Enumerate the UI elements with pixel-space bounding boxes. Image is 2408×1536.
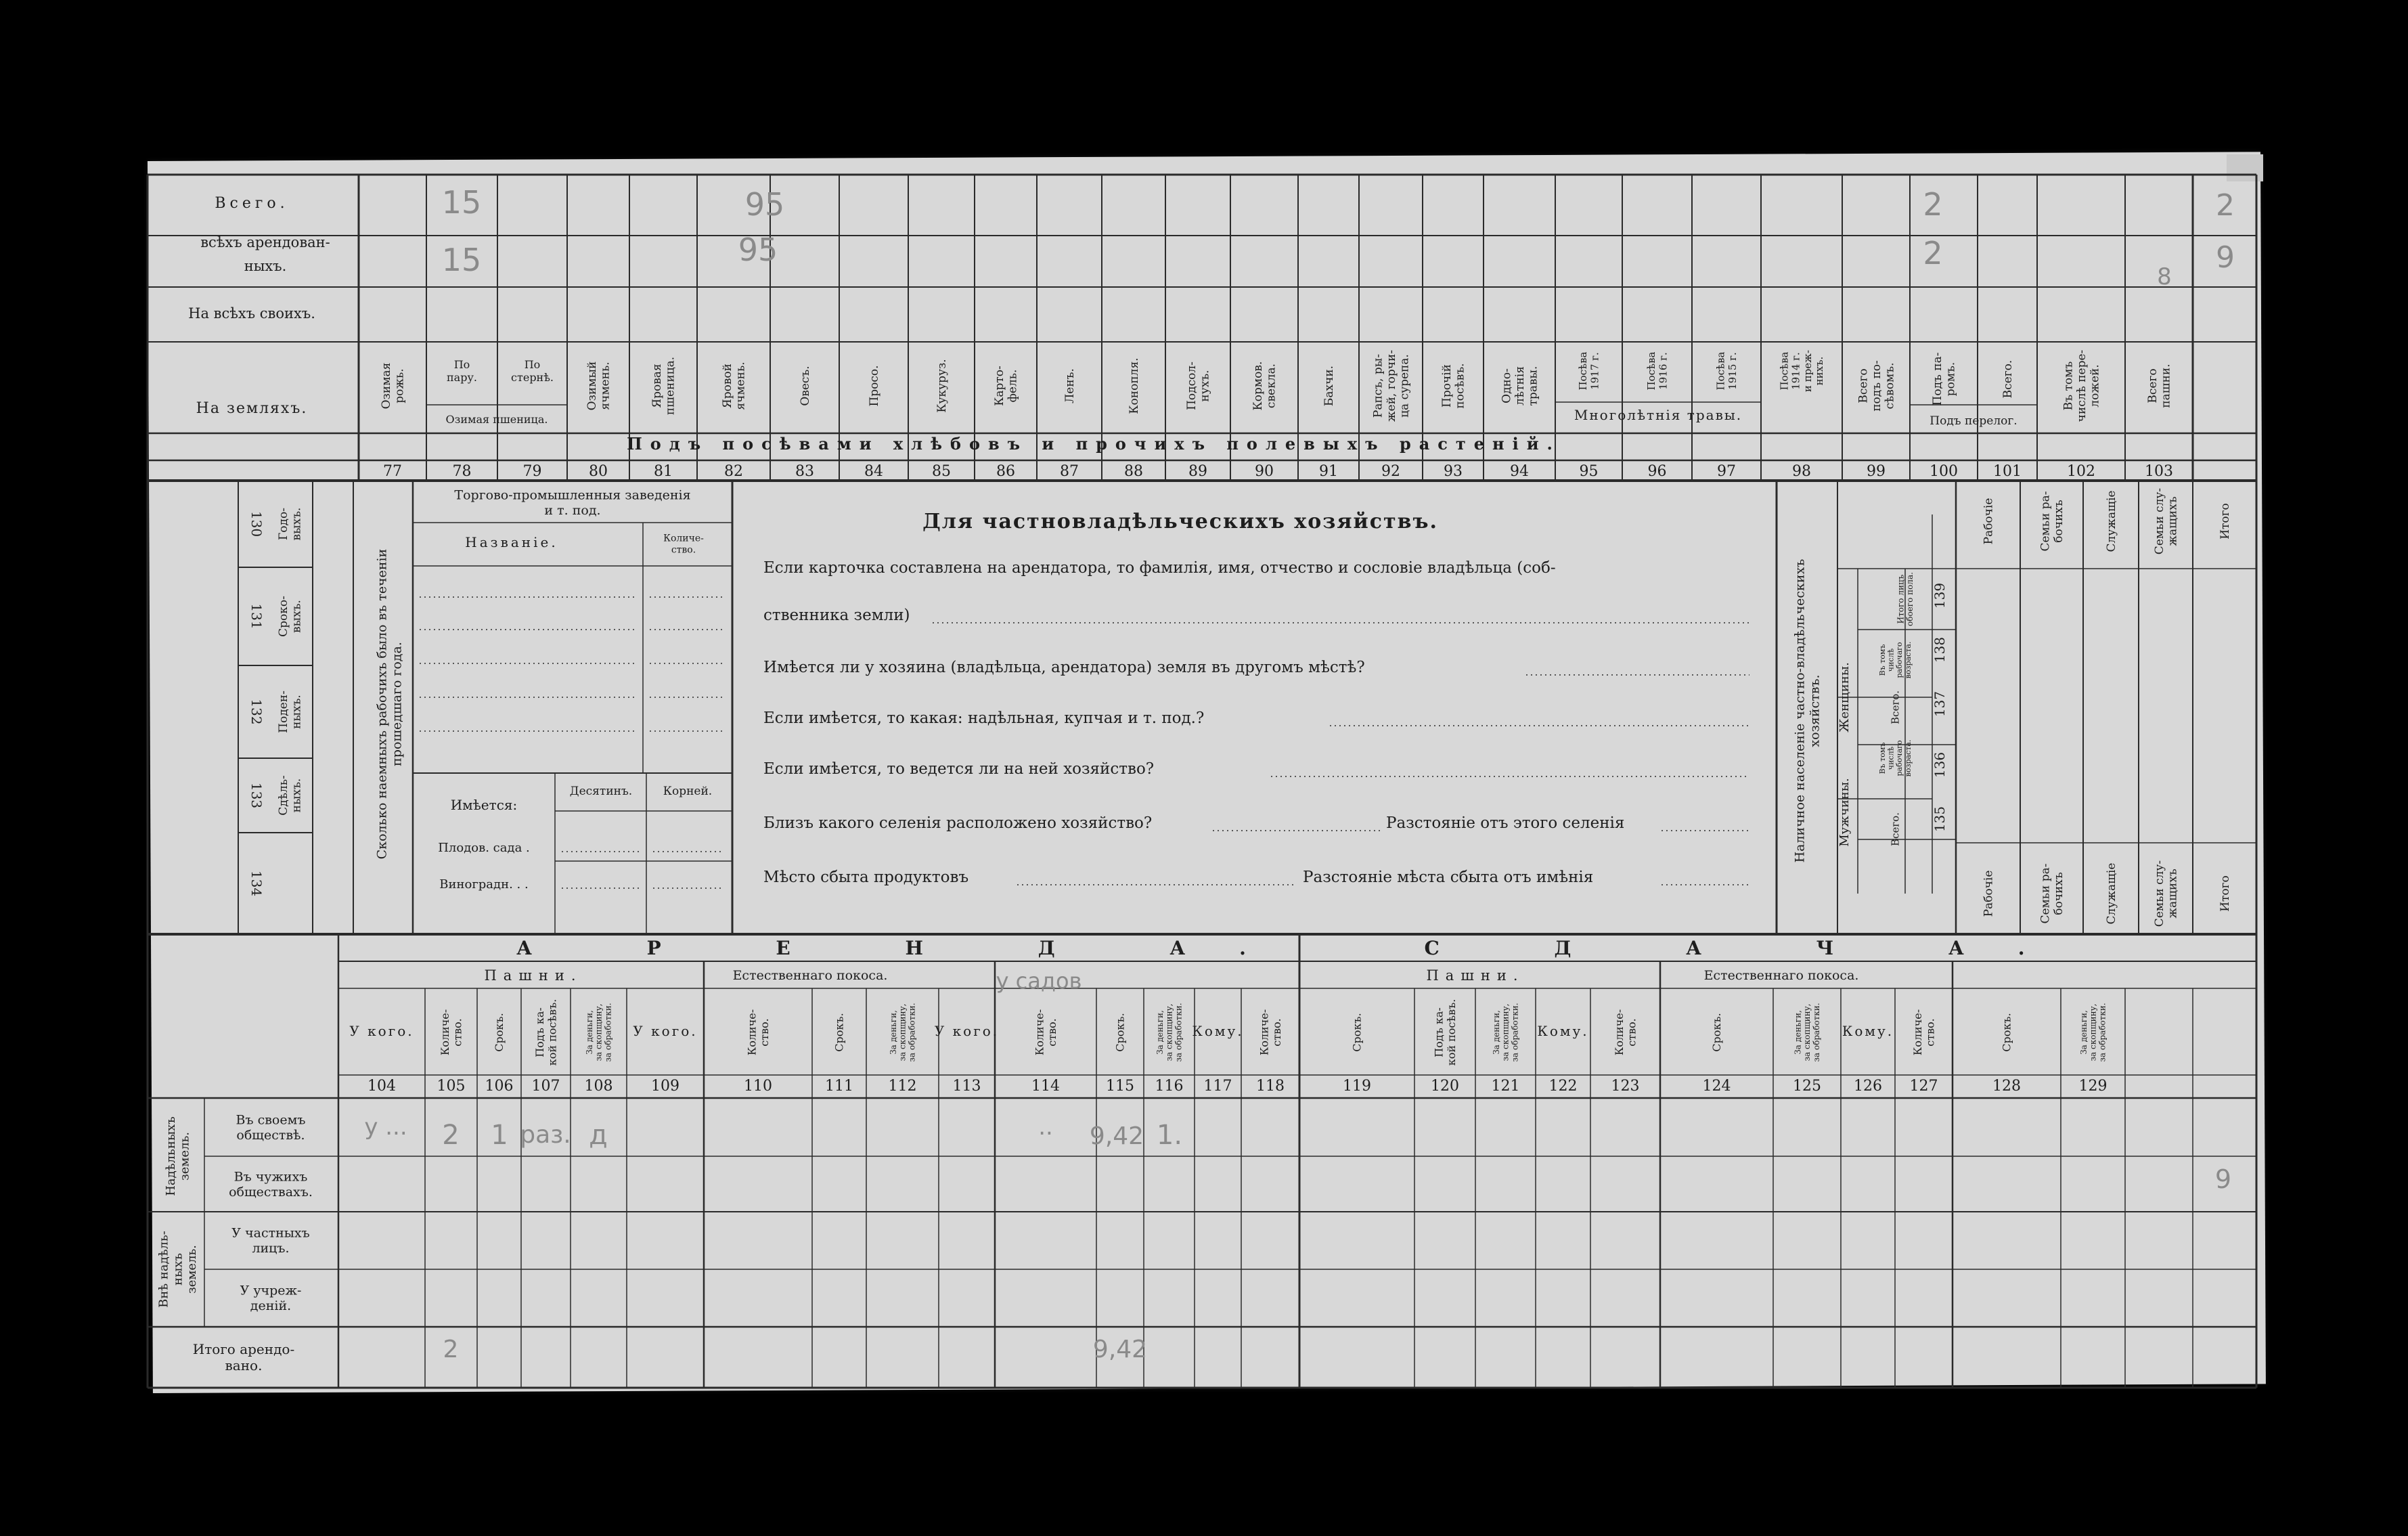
population-header: возраста. [1903, 641, 1913, 679]
pod-posevami-banner: Подъ посѣвами хлѣбовъ и прочихъ полевыхъ растеній. [627, 434, 1561, 454]
hired-title: прошедшаго года. [389, 642, 405, 766]
column-number: 77 [383, 463, 402, 480]
column-number: 82 [724, 463, 743, 480]
column-header: ромъ. [1944, 361, 1958, 397]
bottom-column-header: за обработки. [1174, 1003, 1184, 1062]
imeetsya-label: Имѣется: [450, 797, 518, 813]
population-header: Въ томъ [1877, 742, 1887, 774]
sdacha-title: С Д А Ч А. [1424, 937, 2079, 959]
hired-number: 133 [248, 782, 265, 809]
column-number: 91 [1319, 463, 1338, 480]
bottom-column-header: За деньги, [2078, 1010, 2089, 1055]
handwritten-value: раз. [520, 1121, 571, 1149]
column-number: 93 [1444, 463, 1463, 480]
bottom-column-header: Кому. [1842, 1023, 1894, 1039]
row-label-arend-2: ныхъ. [244, 258, 287, 274]
right-col-header: Рабочіе [1982, 870, 1996, 917]
population-header: Итого лицъ [1896, 574, 1906, 624]
right-col-header: Семьи ра- [2038, 491, 2053, 552]
row-label: Въ чужихъ [233, 1169, 308, 1185]
hired-label: Сроко- [277, 596, 291, 637]
population-header: Всего. [1889, 690, 1902, 724]
bottom-column-header: Срокъ. [2000, 1013, 2013, 1052]
handwritten-value: .. [1038, 1114, 1053, 1141]
desyatin-header: Десятинъ. [569, 785, 633, 798]
column-header: Прочій [1440, 364, 1454, 408]
population-header: рабочаго [1895, 740, 1904, 776]
handwritten-value: 1. [1156, 1120, 1183, 1151]
bottom-column-number: 121 [1491, 1078, 1520, 1095]
column-header: Бахчи. [1322, 365, 1336, 407]
bottom-column-header: Кому. [1537, 1023, 1589, 1039]
column-number: 79 [522, 463, 542, 480]
column-number: 78 [452, 463, 472, 480]
sdacha-pokos: Естественнаго покоса. [1703, 968, 1859, 983]
column-header: Подсол- [1185, 361, 1199, 410]
bottom-column-number: 128 [1992, 1078, 2021, 1095]
handwritten-value: у ... [364, 1114, 407, 1141]
bottom-column-header: Количе- [438, 1009, 451, 1056]
bottom-column-header: У кого. [349, 1023, 414, 1039]
bottom-column-header: Количе- [1257, 1009, 1271, 1056]
column-number: 81 [654, 463, 673, 480]
bottom-column-header: Количе- [1612, 1009, 1626, 1056]
bottom-column-header: За деньги, [1155, 1010, 1165, 1055]
right-col-header: Итого [2218, 503, 2232, 540]
bottom-column-number: 109 [651, 1078, 679, 1095]
bottom-column-header: за обработки. [2097, 1003, 2108, 1062]
bottom-column-header: кой посѣвъ. [1444, 999, 1458, 1066]
handwritten-value: д [589, 1120, 608, 1151]
population-header: числѣ [1886, 746, 1896, 770]
question-3: Если имѣется, то какая: надѣльная, купчая и т. под.? [763, 709, 1205, 727]
bottom-column-header: ство. [1923, 1018, 1937, 1047]
handwritten-value: 15 [441, 184, 482, 221]
bottom-column-header: за скопщину, [594, 1003, 604, 1061]
column-header: Всего [1856, 368, 1871, 403]
column-header: Озимая [380, 362, 394, 410]
handwritten-value: 9,42 [1089, 1122, 1144, 1150]
row-label: лицъ. [252, 1241, 290, 1256]
column-header: Яровая [650, 364, 665, 408]
bottom-column-header: Срокъ. [1113, 1013, 1127, 1052]
bottom-column-header: Срокъ. [1350, 1013, 1364, 1052]
bottom-column-header: За деньги, [1491, 1010, 1501, 1055]
bottom-column-header: ство. [1625, 1018, 1638, 1047]
column-header: 1916 г. [1657, 352, 1670, 390]
bottom-column-number: 127 [1909, 1078, 1938, 1095]
column-number: 87 [1060, 463, 1079, 480]
column-header: Посѣва [1714, 351, 1727, 391]
column-number: 90 [1255, 463, 1274, 480]
column-header: 1915 г. [1726, 352, 1739, 390]
bottom-column-number: 122 [1548, 1078, 1578, 1095]
bottom-column-header: Срокъ. [493, 1013, 506, 1052]
column-header: Яровой [721, 364, 735, 408]
bottom-column-header: За деньги, [584, 1010, 594, 1055]
bottom-column-number: 107 [531, 1078, 560, 1095]
bottom-column-number: 115 [1106, 1078, 1134, 1095]
column-header: нихъ. [1813, 356, 1826, 386]
handwritten-value: 2 [442, 1120, 460, 1151]
bottom-column-header: Количе- [1911, 1009, 1924, 1056]
column-header: нухъ. [1198, 370, 1212, 402]
bottom-column-number: 129 [2078, 1078, 2108, 1095]
handwritten-value: 2 [443, 1336, 459, 1363]
handwritten-value: 2 [1923, 186, 1943, 223]
bottom-column-header: Срокъ. [1710, 1013, 1724, 1052]
handwritten-value: 9 [2216, 240, 2235, 275]
bottom-column-number: 124 [1702, 1078, 1731, 1095]
itogo-label: вано. [225, 1357, 263, 1374]
hired-label: Годо- [277, 508, 291, 540]
column-number: 84 [864, 463, 883, 480]
column-header: Въ томъ [2061, 361, 2076, 411]
column-header: подъ по- [1869, 360, 1883, 412]
row-label: обществѣ. [236, 1128, 305, 1143]
column-header: Посѣва [1577, 351, 1590, 391]
column-header: Овесъ. [798, 366, 812, 406]
column-number: 86 [996, 463, 1015, 480]
population-header: обоего пола. [1905, 572, 1915, 626]
zhenshchiny-label: Женщины. [1837, 662, 1852, 732]
column-header: Одно- [1500, 368, 1514, 403]
population-title: хозяйствъ. [1807, 674, 1823, 747]
right-col-header: Рабочіе [1982, 498, 1996, 545]
bottom-column-header: за обработки. [1510, 1003, 1520, 1062]
vne-nadel-group-label: ныхъ [171, 1253, 185, 1286]
population-number: 139 [1932, 582, 1948, 609]
bottom-column-header: за обработки. [907, 1003, 917, 1062]
handwritten-value: 2 [1923, 235, 1943, 271]
handwritten-value: 95 [744, 186, 785, 223]
question-2: Имѣется ли у хозяина (владѣльца, арендатора) земля въ другомъ мѣстѣ? [763, 659, 1365, 676]
sdacha-pashni: Пашни. [1426, 967, 1525, 984]
column-header: Озимый [585, 361, 600, 411]
column-header: числѣ пере- [2074, 349, 2089, 422]
population-header: возраста. [1903, 739, 1913, 777]
column-number: 101 [1993, 463, 2022, 480]
population-header: числѣ [1886, 648, 1896, 672]
column-header: Подъ па- [1931, 352, 1945, 406]
hired-label: Сдѣль- [277, 775, 291, 816]
hired-number: 132 [248, 699, 265, 725]
population-header: рабочаго [1895, 642, 1904, 678]
bottom-column-number: 119 [1343, 1078, 1371, 1095]
bottom-column-header: ство. [1270, 1018, 1283, 1047]
row-label: Въ своемъ [236, 1112, 306, 1128]
question-6: Мѣсто сбыта продуктовъ [763, 869, 969, 886]
hired-label: выхъ. [290, 600, 304, 633]
column-header: стернѣ. [511, 371, 554, 385]
bottom-column-header: за скопщину, [1802, 1003, 1812, 1061]
column-number: 89 [1188, 463, 1207, 480]
trade-title: и т. под. [544, 503, 601, 519]
handwritten-value: 9,42 [1092, 1336, 1148, 1363]
bottom-column-header: У кого. [934, 1023, 1000, 1039]
trade-count-header: ство. [671, 544, 696, 556]
column-number: 98 [1792, 463, 1811, 480]
arenda-pashni: Пашни. [484, 967, 583, 984]
column-header: Всего. [2001, 359, 2015, 399]
vne-nadel-group-label: земель. [185, 1244, 199, 1294]
bottom-column-header: Срокъ. [832, 1013, 846, 1052]
column-header: пару. [447, 371, 477, 385]
hired-label: выхъ. [290, 507, 304, 541]
arenda-pokos: Естественнаго покоса. [732, 968, 888, 983]
column-number: 92 [1381, 463, 1400, 480]
population-number: 138 [1932, 636, 1948, 663]
right-col-header: Семьи ра- [2038, 863, 2053, 924]
question-1: Если карточка составлена на арендатора, то фамилія, имя, отчество и сословіе владѣльца (соб- [763, 559, 1556, 577]
bottom-column-number: 120 [1431, 1078, 1459, 1095]
column-header: Кормов. [1251, 361, 1266, 411]
hired-number: 130 [248, 510, 265, 537]
bottom-column-header: Количе- [1033, 1009, 1046, 1056]
column-header: ячмень. [734, 361, 748, 410]
hired-label: Поден- [277, 690, 291, 733]
row-label: обществахъ. [229, 1185, 313, 1200]
right-col-header: бочихъ [2052, 500, 2066, 543]
column-number: 94 [1510, 463, 1529, 480]
column-header: ца сурепа. [1398, 354, 1412, 418]
column-header: Всего [2146, 368, 2160, 403]
column-header: лѣтнія [1513, 366, 1527, 405]
bottom-column-header: за скопщину, [1500, 1003, 1511, 1061]
bottom-column-number: 104 [367, 1078, 396, 1095]
row-label: У учреж- [240, 1283, 302, 1298]
form-text [157, 184, 2235, 1374]
bottom-column-header: У кого. [633, 1023, 698, 1039]
pereloг-label: Подъ перелог. [1930, 414, 2017, 428]
nadel-group-label: Надѣльныхъ [163, 1116, 178, 1196]
bottom-column-number: 113 [952, 1078, 981, 1095]
column-number: 80 [589, 463, 608, 480]
handwritten-value: 2 [2216, 188, 2235, 223]
population-title: Наличное населеніе частно-владѣльческихъ [1792, 558, 1808, 863]
column-header: Карто- [993, 366, 1007, 406]
row-label-na-zemlyakh: На земляхъ. [196, 400, 308, 417]
bottom-column-header: за скопщину, [897, 1003, 908, 1061]
bottom-column-header: за обработки. [603, 1003, 613, 1062]
hired-label: ныхъ. [290, 695, 304, 729]
handwritten-value: 95 [738, 232, 778, 268]
trade-count-header: Количе- [663, 533, 704, 544]
row-label-svoikh: На всѣхъ своихъ. [188, 305, 315, 322]
population-number: 137 [1932, 690, 1948, 718]
bottom-column-number: 117 [1203, 1078, 1232, 1095]
row-label-arend-1: всѣхъ арендован- [200, 234, 330, 250]
muzhchiny-label: Мужчины. [1837, 778, 1852, 847]
column-header: жей, горчи- [1384, 349, 1398, 422]
trade-name-header: Названіе. [465, 534, 558, 550]
vne-nadel-group-label: Внѣ надѣль- [156, 1231, 171, 1308]
bottom-column-header: за скопщину, [2088, 1003, 2098, 1061]
arenda-title: А Р Е Н Д А. [516, 937, 1300, 959]
private-farm-title: Для частновладѣльческихъ хозяйствъ. [922, 510, 1438, 533]
bottom-column-header: за обработки. [1812, 1003, 1821, 1062]
right-col-header: Служащіе [2104, 862, 2118, 925]
column-header: сѣвомъ. [1883, 362, 1897, 410]
right-col-header: бочихъ [2052, 872, 2066, 915]
bottom-column-header: Подъ ка- [1432, 1007, 1446, 1057]
bottom-column-header: За деньги, [1793, 1010, 1803, 1055]
column-header: Ленъ. [1063, 368, 1077, 403]
column-header: ложей. [2088, 364, 2102, 408]
column-header: посѣвъ. [1453, 363, 1467, 409]
column-header: Кукуруз. [935, 359, 949, 413]
bottom-column-number: 125 [1793, 1078, 1821, 1095]
right-col-header: жащихъ [2166, 869, 2180, 919]
column-header: фель. [1006, 369, 1020, 403]
population-number: 136 [1932, 751, 1948, 778]
right-col-header: Семьи слу- [2153, 860, 2167, 927]
bottom-column-header: кой посѣвъ. [545, 999, 559, 1066]
right-col-header: Служащіе [2104, 490, 2118, 552]
column-header: 1914 г. [1789, 352, 1802, 390]
bottom-column-header: ство. [451, 1018, 464, 1047]
handwritten-value: 1 [491, 1120, 508, 1151]
population-number: 135 [1932, 806, 1948, 833]
bottom-column-number: 114 [1031, 1078, 1060, 1095]
column-number: 99 [1867, 463, 1886, 480]
bottom-column-number: 123 [1611, 1078, 1640, 1095]
column-header: Посѣва [1645, 351, 1658, 391]
bottom-column-header: Кому. [1192, 1023, 1244, 1039]
column-header: Рапсъ, ры- [1371, 353, 1385, 418]
column-header: Посѣва [1778, 351, 1791, 391]
nadel-group-label: земель. [177, 1131, 192, 1181]
row-label: У частныхъ [231, 1225, 310, 1241]
right-col-header: жащихъ [2166, 496, 2180, 546]
bottom-column-header: за скопщину, [1164, 1003, 1174, 1061]
column-number: 100 [1930, 463, 1958, 480]
column-number: 95 [1579, 463, 1599, 480]
handwritten-value: 15 [441, 242, 482, 278]
row-label: деній. [250, 1298, 292, 1314]
column-number: 96 [1647, 463, 1667, 480]
column-number: 103 [2145, 463, 2173, 480]
column-header: ячмень. [598, 361, 612, 410]
column-header: Конопля. [1127, 357, 1141, 414]
bottom-column-header: ство. [1045, 1018, 1058, 1047]
ozimaya-label: Озимая пшеница. [445, 413, 548, 426]
bottom-column-number: 116 [1155, 1078, 1184, 1095]
hired-number: 131 [248, 603, 265, 630]
handwritten-value: 8 [2157, 263, 2172, 290]
column-number: 88 [1124, 463, 1143, 480]
population-header: Всего. [1889, 812, 1902, 846]
bottom-column-number: 108 [584, 1078, 613, 1095]
hired-label: ныхъ. [290, 778, 304, 813]
column-header: 1917 г. [1588, 352, 1601, 390]
question-4: Если имѣется, то ведется ли на ней хозяйство? [763, 760, 1155, 778]
handwritten-value: 9 [2214, 1164, 2232, 1194]
bottom-column-header: Количе- [745, 1009, 759, 1056]
column-header: пшеница. [663, 356, 677, 416]
bottom-column-header: ство. [757, 1018, 771, 1047]
column-header: рожь. [393, 368, 407, 403]
right-col-header: Семьи слу- [2153, 487, 2167, 555]
bottom-column-number: 112 [888, 1078, 917, 1095]
column-header: свекла. [1264, 363, 1278, 409]
bottom-column-number: 118 [1256, 1078, 1285, 1095]
korney-header: Корней. [663, 785, 713, 798]
bottom-column-number: 105 [437, 1078, 466, 1095]
vinograd-label: Виноградн. . . [439, 877, 529, 892]
column-number: 85 [932, 463, 951, 480]
row-label-vsego: Всего. [215, 195, 289, 212]
trade-title: Торгово-промышленныя заведенія [454, 487, 691, 503]
column-number: 102 [2067, 463, 2095, 480]
itogo-label: Итого арендо- [192, 1341, 295, 1357]
column-header: и преж- [1801, 349, 1814, 393]
question-5b: Разстояніе отъ этого селенія [1386, 814, 1625, 832]
bottom-column-number: 106 [485, 1078, 514, 1095]
hired-title: Сколько наемныхъ рабочихъ было въ теченіи [374, 548, 390, 860]
column-header: пашни. [2159, 364, 2173, 408]
plodov-label: Плодов. сада . [438, 841, 530, 855]
column-header: травы. [1526, 366, 1540, 406]
handwritten-value: у садов [996, 968, 1082, 994]
bottom-column-number: 126 [1854, 1078, 1882, 1095]
bottom-column-number: 111 [825, 1078, 853, 1095]
bottom-column-header: За деньги, [888, 1010, 898, 1055]
mnogolet-label: Многолѣтнія травы. [1574, 407, 1743, 423]
hired-number: 134 [248, 870, 265, 897]
bottom-column-number: 110 [744, 1078, 772, 1095]
bottom-column-header: Подъ ка- [533, 1007, 546, 1057]
right-col-header: Итого [2218, 875, 2232, 912]
column-number: 97 [1717, 463, 1736, 480]
column-header: Просо. [867, 365, 881, 407]
population-header: Въ томъ [1877, 644, 1887, 676]
question-1b: ственника земли) [763, 607, 910, 624]
column-header: По [453, 358, 470, 371]
column-number: 83 [795, 463, 814, 480]
question-5: Близъ какого селенія расположено хозяйство? [763, 814, 1153, 832]
question-6b: Разстояніе мѣста сбыта отъ имѣнія [1303, 869, 1594, 886]
column-header: По [524, 358, 541, 371]
